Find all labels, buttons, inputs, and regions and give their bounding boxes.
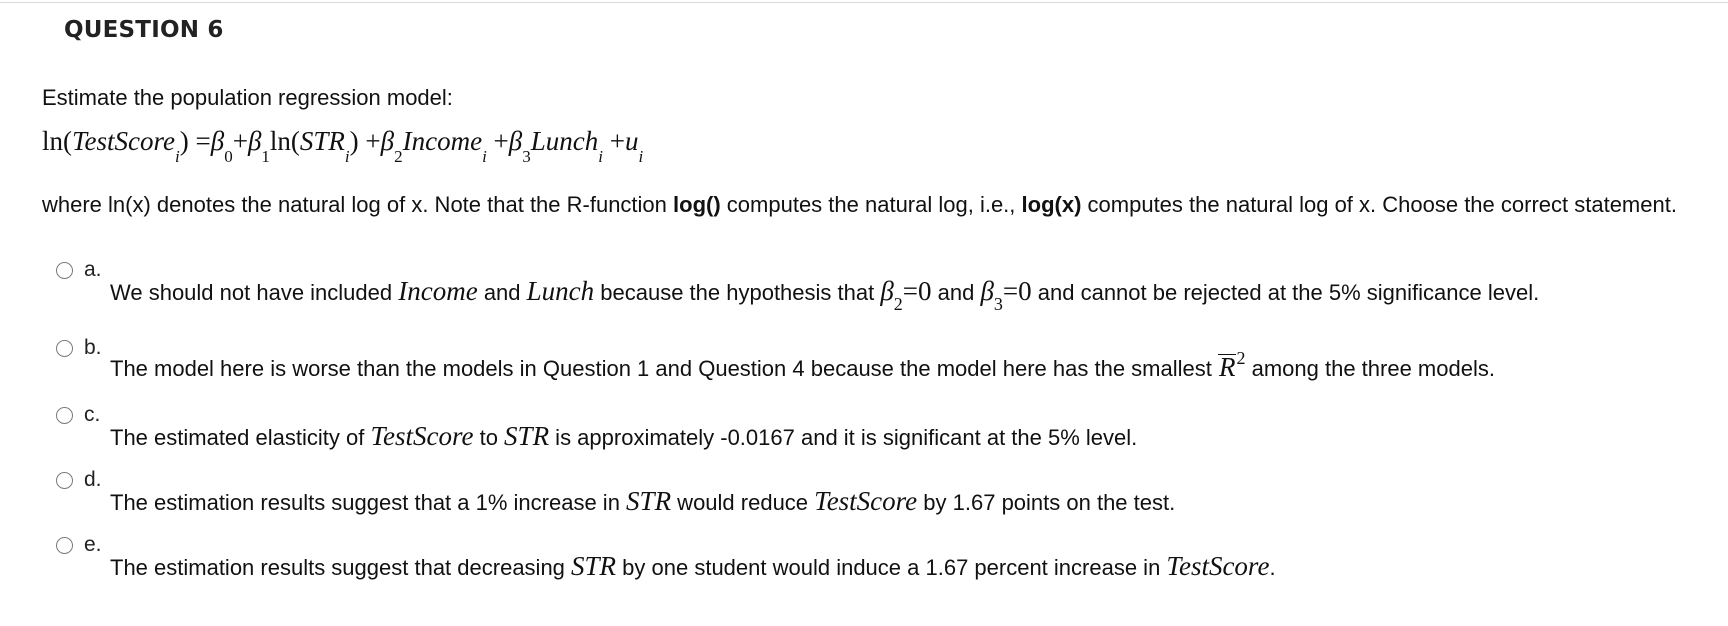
opt-c-t2: to	[473, 425, 505, 450]
opt-b-t2: among the three models.	[1245, 356, 1495, 381]
opt-c-t1: The estimated elasticity of	[110, 425, 371, 450]
note-bold-log-x: log(x)	[1021, 192, 1082, 217]
question-note	[42, 190, 1702, 219]
radio-button-b[interactable]	[56, 340, 73, 357]
eq-equals: =	[195, 126, 211, 156]
answer-option-e[interactable]	[56, 533, 1716, 589]
note-bold-log-func: log()	[673, 192, 721, 217]
option-letter-c: c.	[84, 403, 101, 426]
question-intro: Estimate the population regression model:	[42, 85, 453, 110]
answer-option-b[interactable]	[56, 336, 1716, 392]
top-divider	[0, 2, 1728, 3]
opt-d-t2: would reduce	[671, 490, 815, 515]
option-text-c	[110, 421, 1137, 452]
option-letter-e: e.	[84, 533, 102, 556]
eq-str: STR	[299, 126, 345, 156]
answer-option-c[interactable]	[56, 403, 1716, 459]
eq-plus-4: +	[609, 126, 625, 156]
opt-a-beta3: β	[980, 276, 994, 306]
opt-a-t4: and	[931, 280, 981, 305]
opt-a-sub3: 3	[993, 294, 1003, 314]
opt-c-str: STR	[504, 421, 550, 451]
note-part1: where ln(x) denotes the natural log of x. Note that the R-function	[42, 192, 674, 217]
option-letter-b: b.	[84, 336, 102, 359]
note-part3: computes the natural log of x. Choose the correct statement.	[1081, 192, 1677, 217]
question-title: QUESTION 6	[64, 17, 224, 43]
regression-equation: ln(TestScore$_i$) $=\beta_0+\beta_1\ln(STR_i)$ $+\beta_2Income_i$ $+\beta_3Lunch_i +u_i$	[42, 126, 644, 166]
opt-b-sup: 2	[1236, 348, 1246, 368]
eq-beta1: β	[247, 126, 262, 156]
eq-income: Income	[402, 126, 483, 156]
opt-a-t3: because the hypothesis that	[594, 280, 881, 305]
opt-d-t3: by 1.67 points on the test.	[917, 490, 1176, 515]
opt-a-eq0-2: =0	[1002, 276, 1032, 306]
eq-sub-2: 2	[394, 147, 403, 166]
opt-e-t3: .	[1269, 555, 1276, 580]
eq-sub-3: 3	[522, 147, 531, 166]
option-text-a	[110, 276, 1540, 314]
eq-beta0: β	[210, 126, 225, 156]
opt-d-testscore: TestScore	[814, 486, 918, 516]
radio-button-c[interactable]	[56, 407, 73, 424]
opt-a-income: Income	[398, 276, 478, 306]
opt-a-sub2: 2	[893, 294, 903, 314]
opt-c-t3: is approximately -0.0167 and it is significant at the 5% level.	[549, 425, 1138, 450]
opt-e-t2: by one student would induce a 1.67 percent increase in	[616, 555, 1167, 580]
eq-plus-1: +	[232, 126, 248, 156]
eq-lunch: Lunch	[530, 126, 599, 156]
eq-beta2: β	[380, 126, 395, 156]
eq-plus-2: +	[365, 126, 381, 156]
option-text-b	[110, 348, 1495, 382]
option-text-e	[110, 551, 1276, 582]
eq-testscore: TestScore	[72, 126, 176, 156]
eq-plus-3: +	[493, 126, 509, 156]
radio-button-d[interactable]	[56, 472, 73, 489]
opt-a-beta2: β	[880, 276, 894, 306]
opt-d-t1: The estimation results suggest that a 1% increase in	[110, 490, 627, 515]
note-part2: computes the natural log, i.e.,	[720, 192, 1022, 217]
eq-sub-i-3: i	[482, 147, 487, 166]
opt-a-t2: and	[477, 280, 527, 305]
opt-e-str: STR	[571, 551, 617, 581]
eq-sub-i-4: i	[598, 147, 603, 166]
eq-sub-0: 0	[224, 147, 233, 166]
option-text-d	[110, 486, 1175, 517]
opt-d-str: STR	[626, 486, 672, 516]
answer-option-d[interactable]	[56, 468, 1716, 524]
opt-a-t1: We should not have included	[110, 280, 399, 305]
answer-option-a[interactable]	[56, 258, 1716, 314]
eq-sub-i: i	[175, 147, 180, 166]
opt-a-lunch: Lunch	[526, 276, 595, 306]
radio-button-a[interactable]	[56, 262, 73, 279]
radio-button-e[interactable]	[56, 537, 73, 554]
eq-beta3: β	[508, 126, 523, 156]
eq-ln: ln	[42, 126, 64, 156]
opt-e-testscore: TestScore	[1166, 551, 1270, 581]
opt-b-r: R	[1218, 352, 1236, 382]
eq-ln-2: ln	[269, 126, 291, 156]
option-letter-a: a.	[84, 258, 102, 281]
opt-e-t1: The estimation results suggest that decreasing	[110, 555, 572, 580]
eq-u: u	[624, 126, 639, 156]
eq-sub-1: 1	[261, 147, 270, 166]
opt-a-t5: and cannot be rejected at the 5% significance level.	[1031, 280, 1540, 305]
eq-sub-i-5: i	[638, 147, 644, 166]
opt-c-testscore: TestScore	[370, 421, 474, 451]
opt-b-t1: The model here is worse than the models in Question 1 and Question 4 because the model here has the smallest	[110, 356, 1218, 381]
opt-a-eq0-1: =0	[902, 276, 932, 306]
eq-sub-i-2: i	[344, 147, 350, 166]
option-letter-d: d.	[84, 468, 102, 491]
